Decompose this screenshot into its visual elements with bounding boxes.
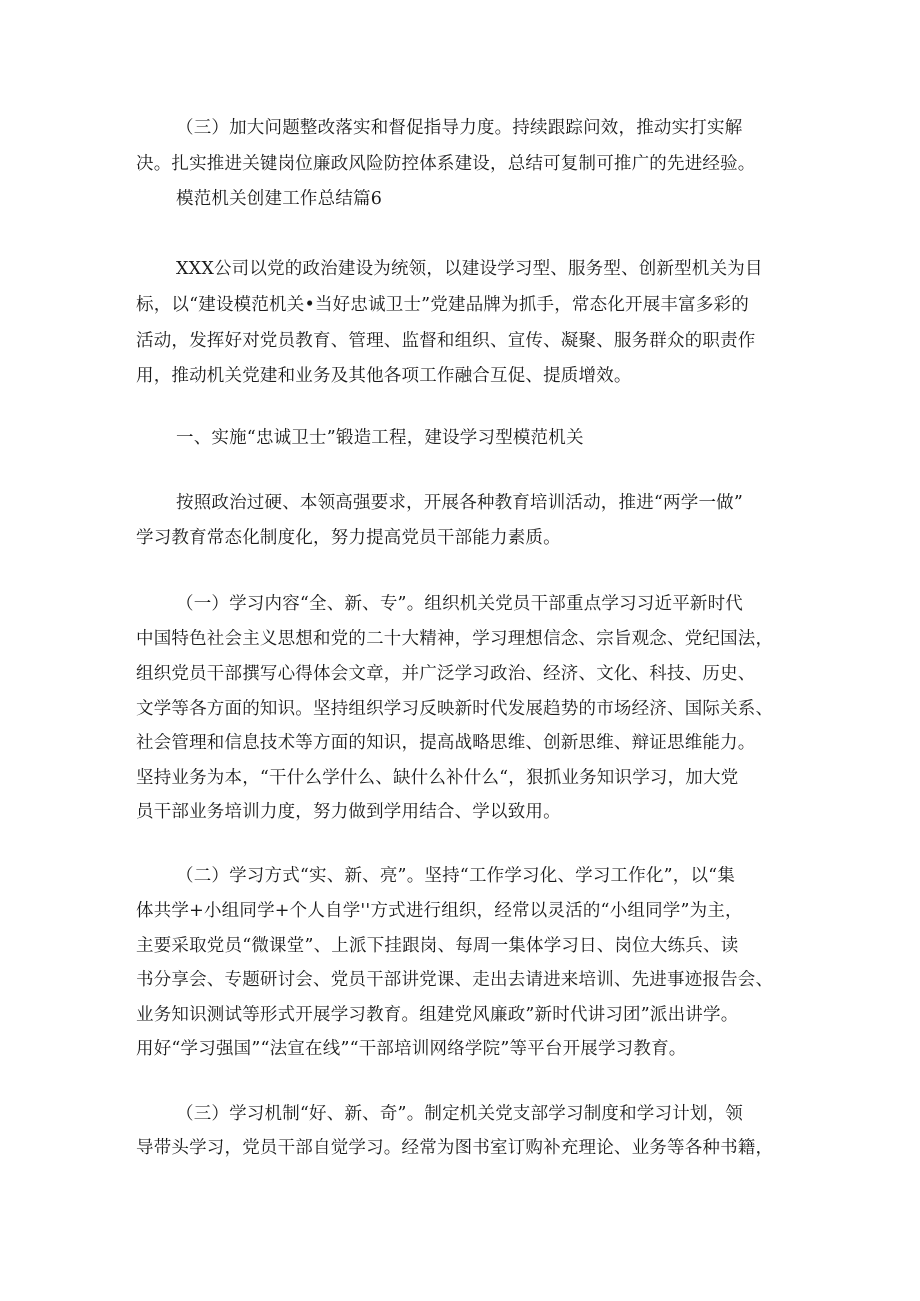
- paragraph-line: XXX公司以党的政治建设为统领，以建设学习型、服务型、创新型机关为目: [176, 259, 763, 279]
- paragraph-line: 活动，发挥好对党员教育、管理、监督和组织、宣传、凝聚、服务群众的职责作: [136, 331, 756, 351]
- paragraph-line: 用，推动机关党建和业务及其他各项工作融合互促、提质增效。: [136, 366, 632, 386]
- section-heading: 一、实施“忠诚卫士”锻造工程，建设学习型模范机关: [176, 428, 584, 448]
- section-title: 模范机关创建工作总结篇6: [176, 189, 383, 209]
- paragraph-line: 标，以“建设模范机关•当好忠诚卫士”党建品牌为抓手，常态化开展丰富多彩的: [136, 295, 749, 315]
- paragraph-line: 学习教育常态化制度化，努力提高党员干部能力素质。: [136, 528, 561, 548]
- paragraph-line: 导带头学习，党员干部自觉学习。经常为图书室订购补充理论、业务等各种书籍，: [136, 1138, 774, 1158]
- paragraph-line: （二）学习方式“实、新、亮”。坚持“工作学习化、学习工作化”，以“集: [176, 866, 736, 886]
- paragraph-line: 员干部业务培训力度，努力做到学用结合、学以致用。: [136, 802, 561, 822]
- paragraph-line: 决。扎实推进关键岗位廉政风险防控体系建设，总结可复制可推广的先进经验。: [136, 154, 756, 174]
- paragraph-line: （一）学习内容“全、新、专”。组织机关党员干部重点学习习近平新时代: [176, 594, 743, 614]
- paragraph-line: 主要采取党员“微课堂”、上派下挂跟岗、每周一集体学习日、岗位大练兵、读: [136, 936, 739, 956]
- paragraph-line: 体共学+小组同学+个人自学''方式进行组织，经常以灵活的“小组同学”为主，: [136, 901, 743, 921]
- paragraph-line: 文学等各方面的知识。坚持组织学习反映新时代发展趋势的市场经济、国际关系、: [136, 699, 774, 719]
- paragraph-line: 中国特色社会主义思想和党的二十大精神，学习理想信念、宗旨观念、党纪国法，: [136, 629, 774, 649]
- paragraph-line: 按照政治过硬、本领高强要求，开展各种教育培训活动，推进“两学一做”: [176, 493, 743, 513]
- paragraph-line: 用好“学习强国”“法宣在线”“干部培训网络学院”等平台开展学习教育。: [136, 1039, 687, 1059]
- paragraph-line: （三）学习机制“好、新、奇”。制定机关党支部学习制度和学习计划，领: [176, 1104, 743, 1124]
- paragraph-line: 业务知识测试等形式开展学习教育。组建党风廉政”新时代讲习团”派出讲学。: [136, 1005, 739, 1025]
- paragraph-line: 社会管理和信息技术等方面的知识，提高战略思维、创新思维、辩证思维能力。: [136, 733, 756, 753]
- paragraph-line: 组织党员干部撰写心得体会文章，并广泛学习政治、经济、文化、科技、历史、: [136, 664, 756, 684]
- paragraph-line: （三）加大问题整改落实和督促指导力度。持续跟踪问效，推动实打实解: [176, 118, 743, 138]
- paragraph-line: 坚持业务为本，“干什么学什么、缺什么补什么“，狠抓业务知识学习，加大党: [136, 768, 739, 788]
- paragraph-line: 书分享会、专题研讨会、党员干部讲党课、走出去请进来培训、先进事迹报告会、: [136, 970, 774, 990]
